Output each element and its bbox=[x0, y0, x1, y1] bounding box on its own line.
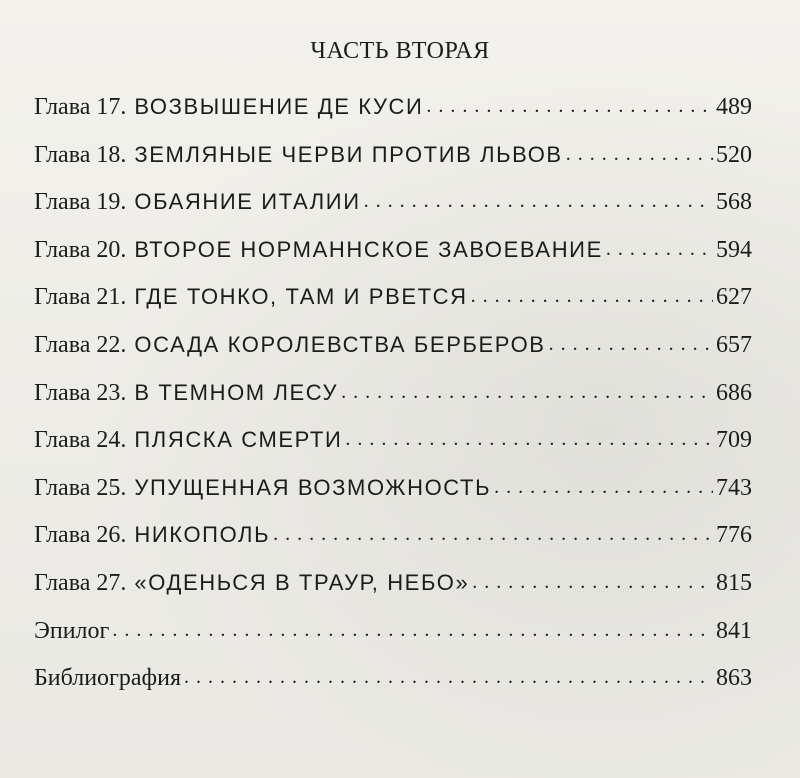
dot-leader bbox=[341, 378, 713, 405]
toc-entry bbox=[34, 427, 752, 475]
dot-leader bbox=[273, 520, 713, 547]
chapter-number: Глава 19. bbox=[34, 189, 127, 216]
dot-leader bbox=[606, 235, 713, 262]
dot-leader bbox=[112, 616, 713, 643]
chapter-number: Глава 17. bbox=[34, 94, 127, 120]
section-title-bibliography: Библиография bbox=[34, 665, 181, 692]
chapter-number: Глава 18. bbox=[34, 141, 127, 168]
page-number: 841 bbox=[716, 617, 752, 644]
dot-leader bbox=[184, 663, 713, 690]
chapter-title: «ОДЕНЬСЯ В ТРАУР, НЕБО» bbox=[134, 569, 470, 595]
toc-entry bbox=[34, 380, 752, 428]
toc-entry bbox=[34, 284, 752, 332]
page-number: 743 bbox=[716, 474, 752, 501]
chapter-number: Глава 21. bbox=[34, 284, 127, 311]
table-of-contents bbox=[34, 94, 752, 713]
toc-entry bbox=[34, 475, 752, 523]
chapter-number: Глава 25. bbox=[34, 474, 127, 501]
dot-leader bbox=[426, 92, 713, 119]
chapter-title: ПЛЯСКА СМЕРТИ bbox=[134, 427, 343, 453]
chapter-title: ЗЕМЛЯНЫЕ ЧЕРВИ ПРОТИВ ЛЬВОВ bbox=[134, 141, 563, 167]
dot-leader bbox=[566, 140, 713, 167]
page-number: 520 bbox=[716, 141, 752, 168]
chapter-title: НИКОПОЛЬ bbox=[134, 522, 271, 548]
dot-leader bbox=[549, 330, 713, 357]
toc-entry bbox=[34, 142, 752, 190]
chapter-number: Глава 27. bbox=[34, 569, 127, 596]
chapter-title: ОБАЯНИЕ ИТАЛИИ bbox=[134, 189, 361, 215]
page-number: 776 bbox=[716, 522, 752, 549]
chapter-title: ВТОРОЕ НОРМАННСКОЕ ЗАВОЕВАНИЕ bbox=[134, 236, 603, 262]
page-number: 686 bbox=[716, 379, 752, 406]
page-number: 657 bbox=[716, 331, 752, 358]
section-title-epilogue: Эпилог bbox=[34, 617, 110, 644]
toc-entry bbox=[34, 332, 752, 380]
part-title: ЧАСТЬ ВТОРАЯ bbox=[310, 38, 490, 64]
dot-leader bbox=[345, 425, 713, 452]
chapter-number: Глава 24. bbox=[34, 427, 127, 454]
page-number: 568 bbox=[716, 189, 752, 216]
toc-entry-bibliography bbox=[34, 665, 752, 713]
page-number: 815 bbox=[716, 569, 752, 596]
chapter-title: В ТЕМНОМ ЛЕСУ bbox=[134, 379, 339, 405]
page-number: 709 bbox=[716, 427, 752, 454]
toc-entry bbox=[34, 189, 752, 237]
page-number: 627 bbox=[716, 284, 752, 311]
chapter-number: Глава 20. bbox=[34, 236, 127, 263]
chapter-number: Глава 22. bbox=[34, 331, 127, 358]
chapter-title: УПУЩЕННАЯ ВОЗМОЖНОСТЬ bbox=[134, 474, 492, 500]
chapter-number: Глава 26. bbox=[34, 522, 127, 549]
chapter-number: Глава 23. bbox=[34, 379, 127, 406]
page-number: 594 bbox=[716, 236, 752, 263]
toc-entry bbox=[34, 522, 752, 570]
dot-leader bbox=[364, 187, 713, 214]
dot-leader bbox=[494, 473, 713, 500]
toc-entry bbox=[34, 570, 752, 618]
chapter-title: ГДЕ ТОНКО, ТАМ И РВЕТСЯ bbox=[134, 284, 468, 310]
toc-entry bbox=[34, 237, 752, 285]
page-number: 489 bbox=[716, 94, 752, 120]
toc-entry-epilogue bbox=[34, 618, 752, 666]
dot-leader bbox=[472, 568, 713, 595]
toc-entry bbox=[34, 94, 752, 142]
dot-leader bbox=[471, 282, 713, 309]
chapter-title: ОСАДА КОРОЛЕВСТВА БЕРБЕРОВ bbox=[134, 331, 546, 357]
chapter-title: ВОЗВЫШЕНИЕ ДЕ КУСИ bbox=[134, 94, 424, 119]
page-number: 863 bbox=[716, 665, 752, 692]
